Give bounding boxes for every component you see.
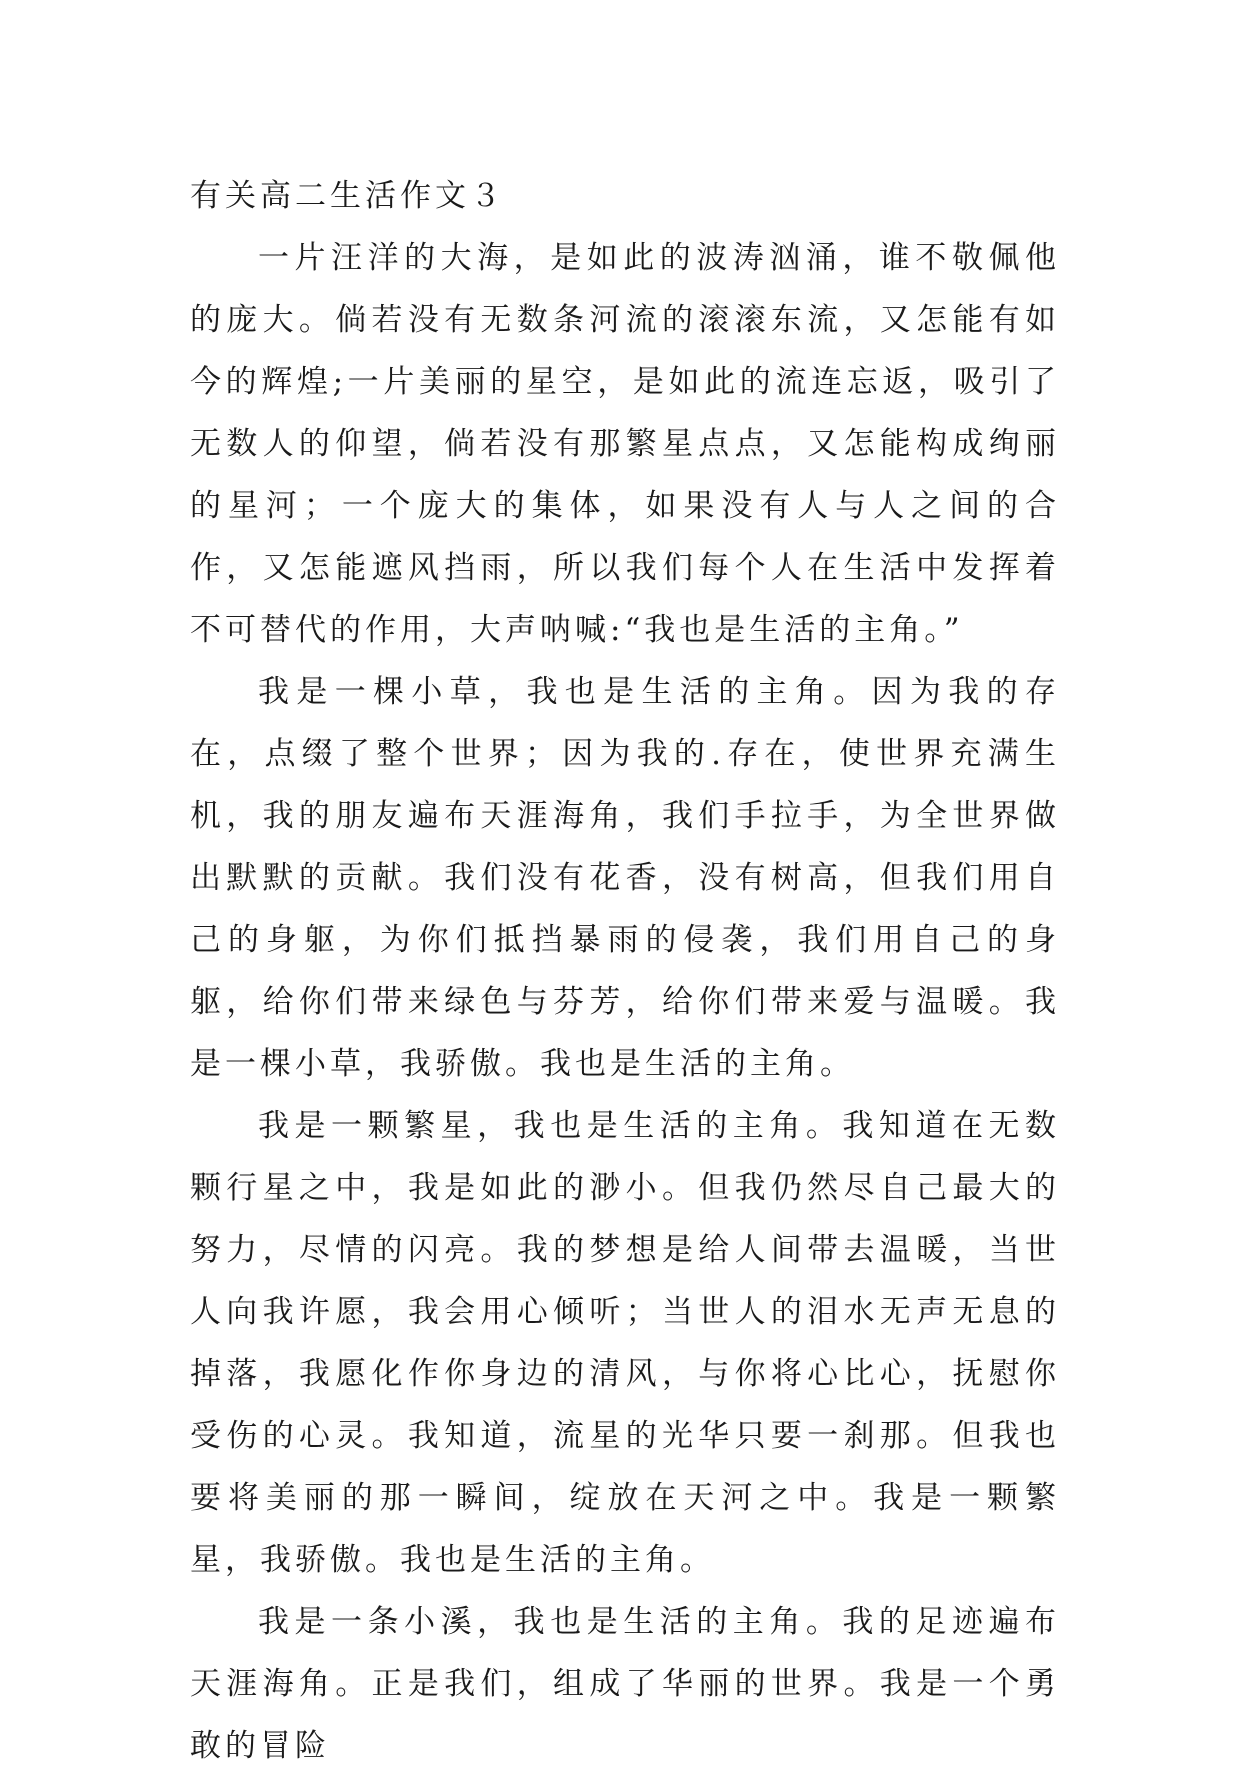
paragraph-star: 我是一颗繁星，我也是生活的主角。我知道在无数颗行星之中，我是如此的渺小。但我仍然尽自己最大的努力，尽情的闪亮。我的梦想是给人间带去温暖，当世人向我许愿，我会用心倾听；当世人的泪水无声无息的掉落，我愿化作你身边的清风，与你将心比心，抚慰你受伤的心灵。我知道，流星的光华只要一刹那。但我也要将美丽的那一瞬间，绽放在天河之中。我是一颗繁星，我骄傲。我也是生活的主角。 bbox=[190, 1108, 1060, 1578]
paragraph-stream: 我是一条小溪，我也是生活的主角。我的足迹遍布天涯海角。正是我们，组成了华丽的世界。我是一个勇敢的冒险 bbox=[190, 1604, 1060, 1764]
document-body bbox=[190, 165, 1060, 1777]
paragraph-grass: 我是一棵小草，我也是生活的主角。因为我的存在，点缀了整个世界；因为我的.存在，使世界充满生机，我的朋友遍布天涯海角，我们手拉手，为全世界做出默默的贡献。我们没有花香，没有树高，但我们用自己的身躯，为你们抵挡暴雨的侵袭，我们用自己的身躯，给你们带来绿色与芬芳，给你们带来爱与温暖。我是一棵小草，我骄傲。我也是生活的主角。 bbox=[190, 674, 1060, 1082]
paragraph-ocean: 一片汪洋的大海，是如此的波涛汹涌，谁不敬佩他的庞大。倘若没有无数条河流的滚滚东流，又怎能有如今的辉煌;一片美丽的星空，是如此的流连忘返，吸引了无数人的仰望，倘若没有那繁星点点，又怎能构成绚丽的星河；一个庞大的集体，如果没有人与人之间的合作，又怎能遮风挡雨，所以我们每个人在生活中发挥着不可替代的作用，大声呐喊:“我也是生活的主角。” bbox=[190, 240, 1060, 648]
document-title: 有关高二生活作文３ bbox=[190, 178, 505, 214]
